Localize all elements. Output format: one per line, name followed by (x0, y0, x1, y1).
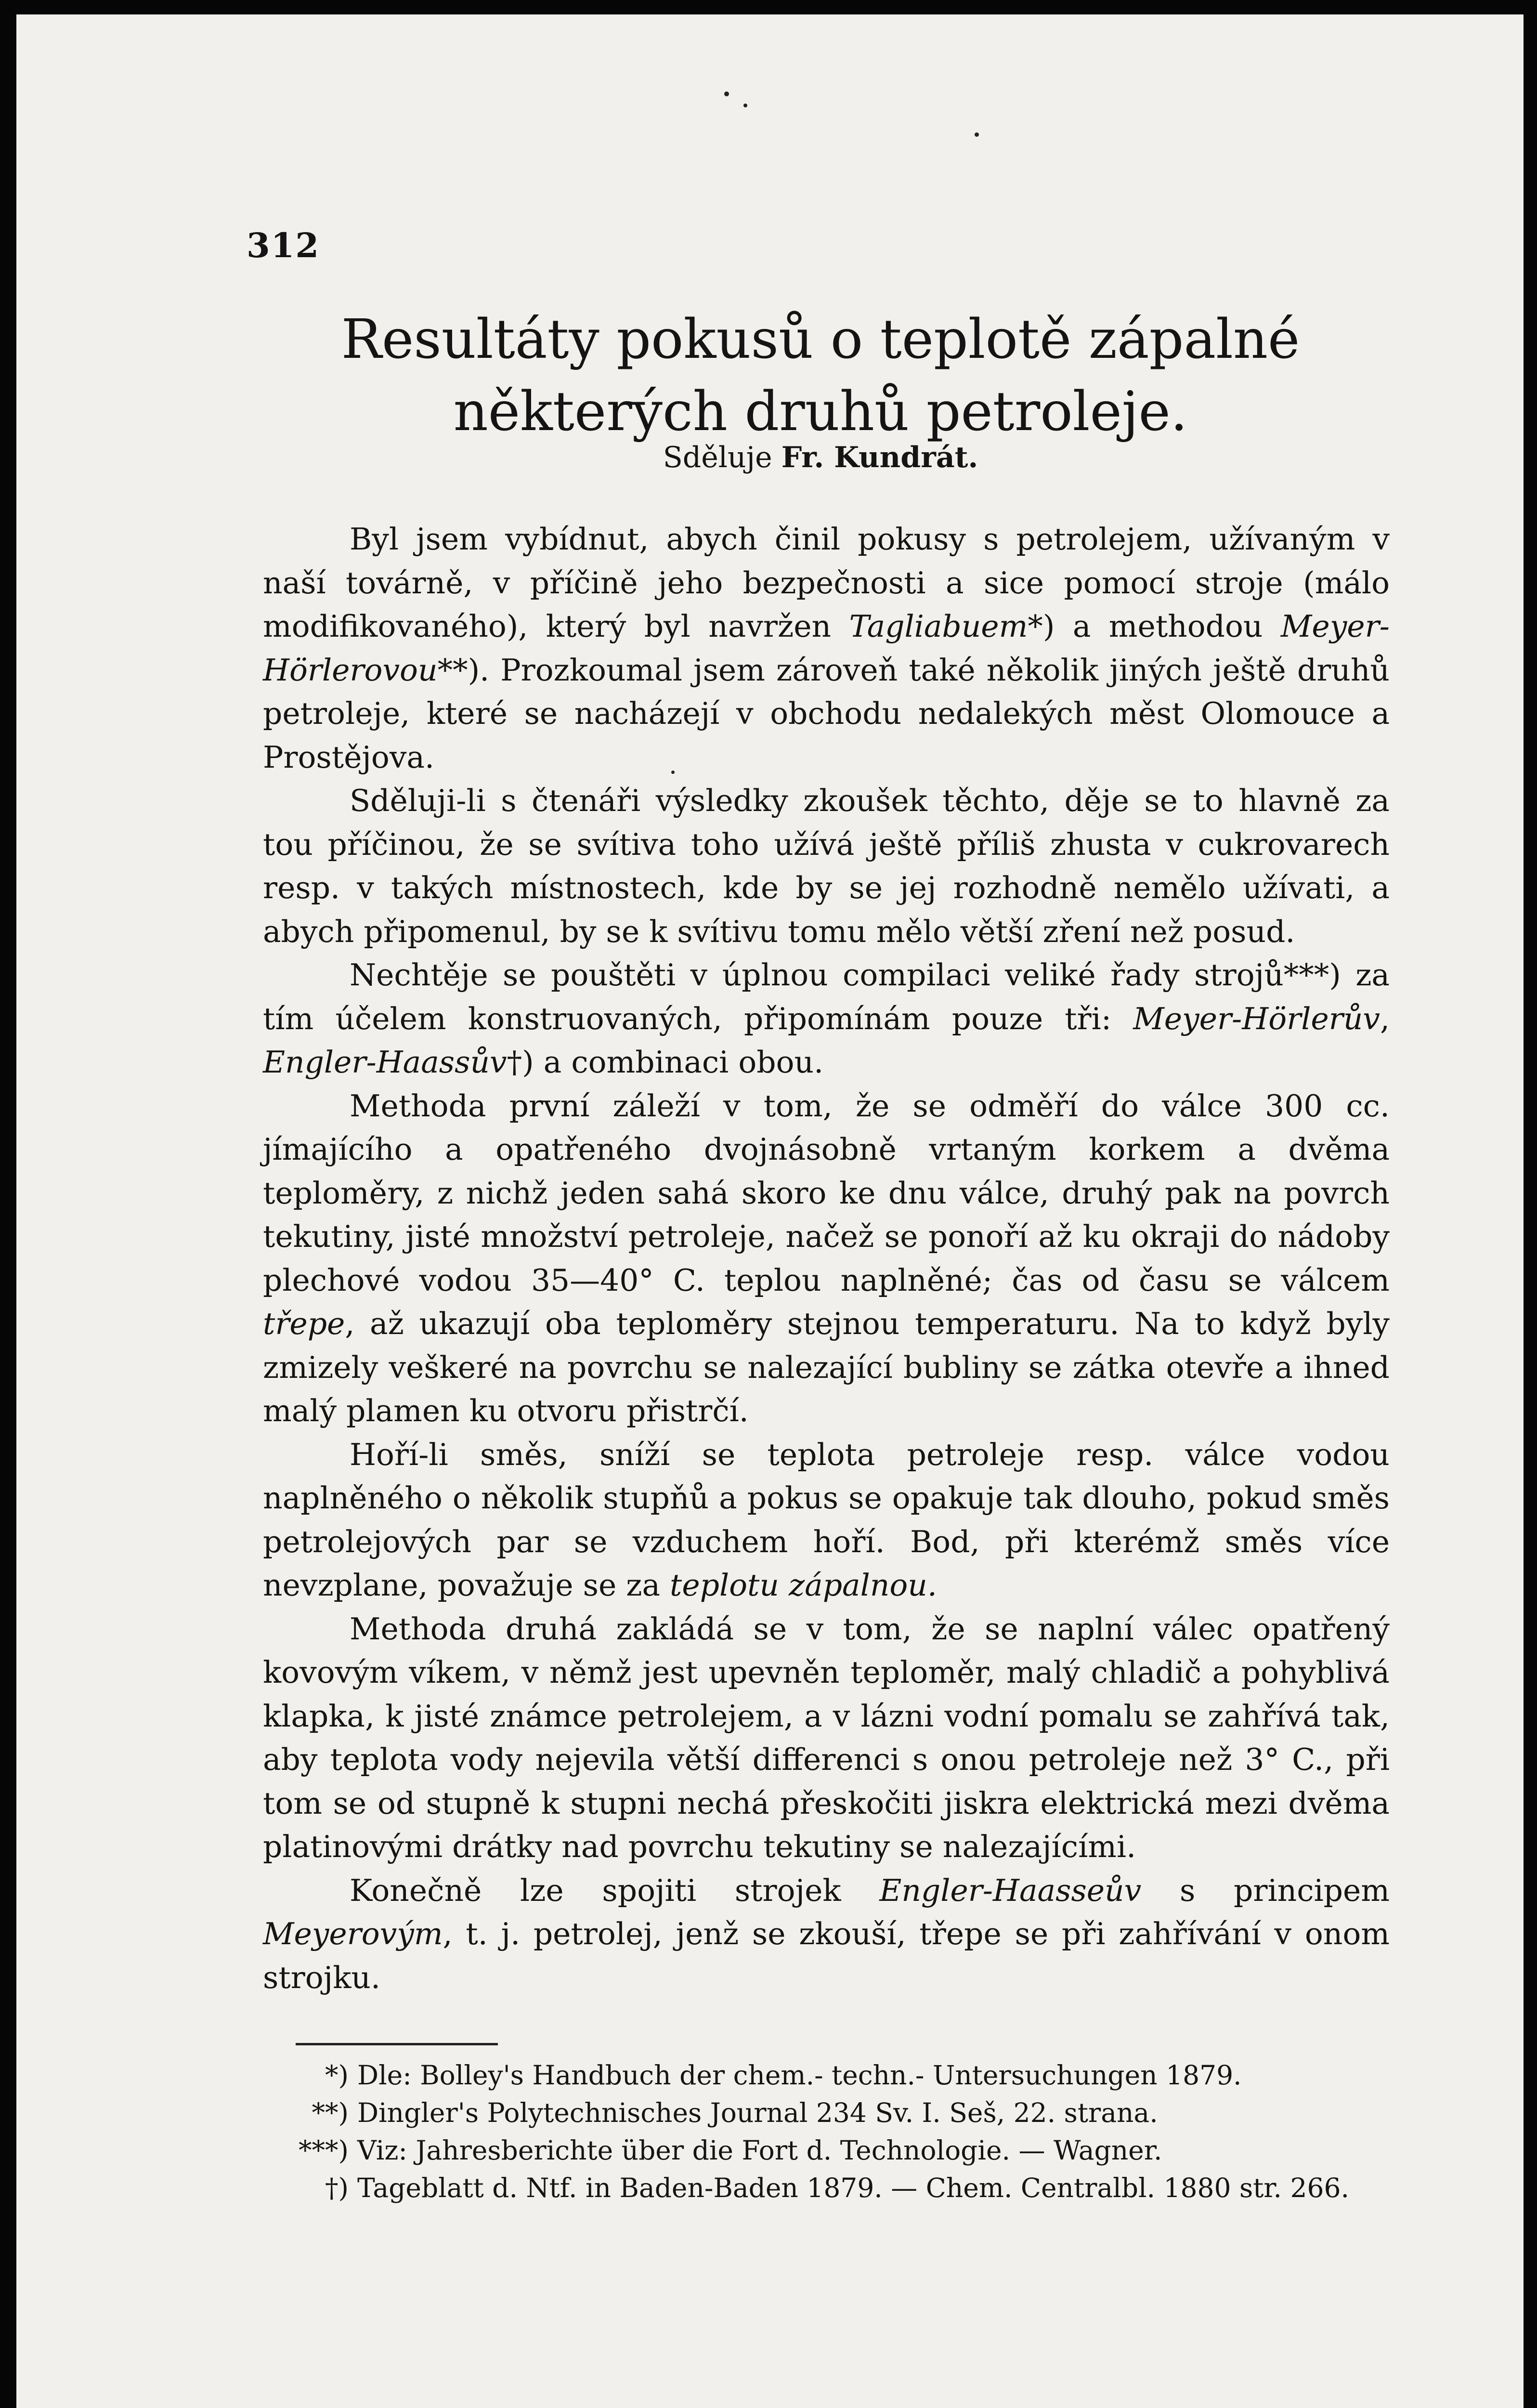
text-run: s principem (1141, 1872, 1390, 1908)
footnote-mark: *) (325, 2060, 349, 2091)
italic-reference: Meyer-Hörlerovou (263, 609, 1390, 688)
footnote-mark: **) (312, 2097, 349, 2128)
italic-reference: Meyer-Hörlerův (1133, 1001, 1380, 1036)
footnote-mark: †) (325, 2172, 349, 2203)
author-name: Fr. Kundrát. (781, 441, 978, 474)
byline (219, 441, 1422, 474)
italic-reference: Engler-Haassův (263, 1045, 507, 1080)
text-run: Methoda první záleží v tom, že se odměří do válce 300 cc. jímajícího a opatřeného dvojnásobně vrtaným korkem a dvěma teploměry, z nichž jeden sahá skoro ke dnu válce, druhý pak na povrch tekutiny, jisté množství petroleje, načež se ponoří až ku okraji do nádoby plechové vodou 35—40° C. teplou naplněné; čas od času se válcem (263, 1088, 1390, 1298)
text-run: , až ukazují oba teploměry stejnou temperaturu. Na to když byly zmizely veškeré na povrchu se nalezající bubliny se zátka otevře a ihned malý plamen ku otvoru přistrčí. (263, 1306, 1390, 1428)
scanned-page (16, 14, 1524, 2408)
text-run: , t. j. petrolej, jenž se zkouší, třepe se při zahřívání v onom strojku. (263, 1916, 1390, 1995)
footnote (296, 2056, 1403, 2094)
italic-reference: Tagliabuem (849, 609, 1028, 644)
paragraph (263, 518, 1390, 779)
text-run: Hoří-li směs, sníží se teplota petroleje resp. válce vodou naplněného o několik stupňů a pokus se opakuje tak dlouho, pokud směs petrolejových par se vzduchem hoří. Bod, při kterémž směs více nevzplane, považuje se za (263, 1437, 1390, 1603)
text-run: Konečně lze spojiti strojek (350, 1872, 880, 1908)
text-run: Byl jsem vybídnut, abych činil pokusy s petrolejem, užívaným v naší továrně, v příčině jeho bezpečnosti a sice pomocí stroje (málo modifikovaného), který byl navržen (263, 522, 1390, 644)
text-run: Sděluji-li s čtenáři výsledky zkoušek těchto, děje se to hlavně za tou příčinou, že se svítiva toho užívá ještě příliš zhusta v cukrovarech resp. v takých místnostech, kde by se jej rozhodně nemělo užívati, a abych připomenul, by se k svítivu tomu mělo větší zření než posud. (263, 783, 1390, 949)
footnote-text: Tageblatt d. Ntf. in Baden-Baden 1879. — Chem. Centralbl. 1880 str. 266. (357, 2172, 1349, 2203)
text-run: Nechtěje se pouštěti v úplnou compilaci veliké řady strojů***) za tím účelem konstruovaných, připomínám pouze tři: (263, 957, 1390, 1036)
text-run: *) a methodou (1028, 609, 1281, 644)
scan-speck (724, 92, 729, 96)
scan-speck (743, 104, 747, 107)
paragraph (263, 779, 1390, 954)
italic-reference: Meyerovým (263, 1916, 443, 1951)
text-run: †) a combinaci obou. (507, 1045, 824, 1080)
footnote (296, 2132, 1403, 2169)
paragraph (263, 1608, 1390, 1869)
text-run: Methoda druhá zakládá se v tom, že se naplní válec opatřený kovovým víkem, v němž jest upevněn teploměr, malý chladič a pohyblivá klapka, k jisté známce petrolejem, a v lázni vodní pomalu se zahřívá tak, aby teplota vody nejevila větší differenci s onou petroleje než 3° C., při tom se od stupně k stupni nechá přeskočiti jiskra elektrická mezi dvěma platinovými drátky nad povrchu tekutiny se nalezajícími. (263, 1611, 1390, 1864)
byline-prefix: Sděluje (663, 441, 772, 474)
scan-speck (975, 132, 979, 137)
footnote-divider (296, 2043, 498, 2045)
article-title: Resultáty pokusů o teplotě zápalné některých druhů petroleje. (341, 308, 1300, 443)
paragraph (263, 1433, 1390, 1608)
footnotes (296, 2056, 1403, 2207)
text-run: **). Prozkoumal jsem zároveň také několik jiných ještě druhů petroleje, které se nacházejí v obchodu nedalekých měst Olomouce a Prostějova. (263, 652, 1390, 775)
paragraph (263, 1869, 1390, 2000)
footnote-mark: ***) (299, 2135, 349, 2166)
italic-reference: teplotu zápalnou. (670, 1568, 937, 1603)
footnote (296, 2094, 1403, 2132)
footnote-text: Viz: Jahresberichte über die Fort d. Technologie. — Wagner. (357, 2135, 1162, 2166)
paragraph (263, 954, 1390, 1085)
italic-reference: třepe (263, 1306, 345, 1341)
footnote-text: Dingler's Polytechnisches Journal 234 Sv. I. Seš, 22. strana. (357, 2097, 1158, 2128)
footnote (296, 2169, 1403, 2207)
italic-reference: Engler-Haasseův (879, 1872, 1142, 1908)
article-body (263, 518, 1390, 2000)
paragraph (263, 1085, 1390, 1433)
page-number: 312 (247, 225, 320, 265)
text-run: , (1380, 1001, 1390, 1036)
footnote-text: Dle: Bolley's Handbuch der chem.- techn.- Untersuchungen 1879. (357, 2060, 1242, 2091)
